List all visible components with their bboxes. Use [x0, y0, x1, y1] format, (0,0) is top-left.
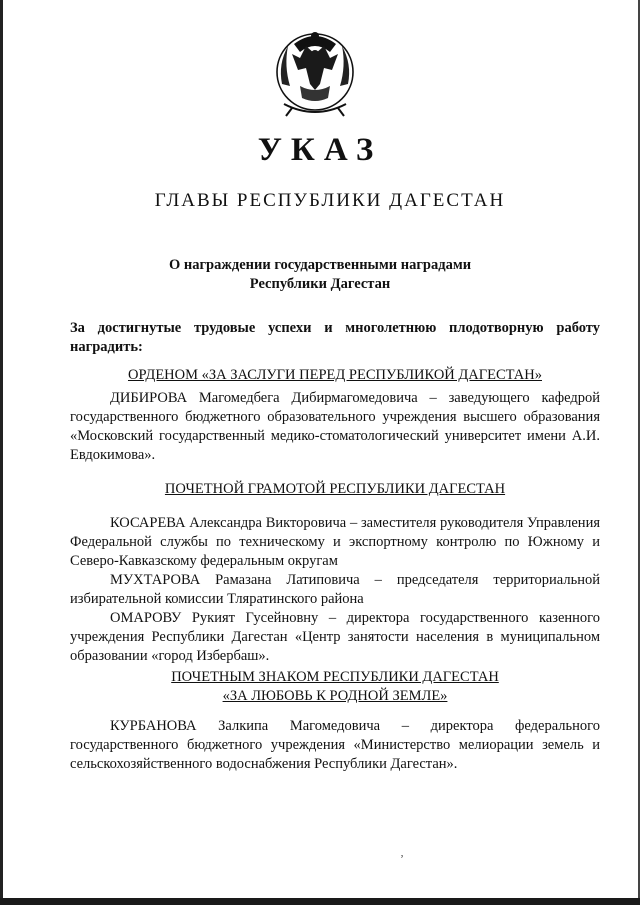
decree-subject — [0, 256, 640, 294]
award-heading-badge-line-2: «ЗА ЛЮБОВЬ К РОДНОЙ ЗЕМЛЕ» — [222, 688, 448, 704]
award-heading-badge — [70, 668, 600, 706]
recipient-paragraph: КУРБАНОВА Залкипа Магомедовича – директора федерального государственного бюджетного учреждения «Министерство мелиорации земель и сельскохозяйственного водоснабжения Республики Дагестан». — [70, 718, 600, 772]
award-recipient-list — [70, 514, 600, 666]
decree-subject-line-2: Республики Дагестан — [249, 276, 391, 292]
recipient-paragraph: МУХТАРОВА Рамазана Латиповича – председателя территориальной избирательной комиссии Тляратинского района — [70, 572, 600, 607]
intro-paragraph: За достигнутые трудовые успехи и многолетнюю плодотворную работу наградить: — [70, 320, 600, 355]
recipient-paragraph: ОМАРОВУ Рукият Гусейновну – директора государственного казенного учреждения Республики Дагестан «Центр занятости населения в муниципальном образовании «город Избербаш». — [70, 610, 600, 664]
document-subtitle: ГЛАВЫ РЕСПУБЛИКИ ДАГЕСТАН — [154, 190, 506, 211]
stray-mark: ʼ — [400, 852, 404, 866]
coat-of-arms-eagle-icon — [272, 24, 358, 124]
award-heading-order: ОРДЕНОМ «ЗА ЗАСЛУГИ ПЕРЕД РЕСПУБЛИКОЙ ДАГЕСТАН» — [127, 367, 542, 383]
recipient-paragraph: КОСАРЕВА Александра Викторовича – заместителя руководителя Управления Федеральной службы по техническому и экспортному контролю по Южному и Северо-Кавказскому федеральным округам — [70, 515, 600, 569]
scan-edge-bottom — [0, 898, 640, 905]
award-heading-badge-line-1: ПОЧЕТНЫМ ЗНАКОМ РЕСПУБЛИКИ ДАГЕСТАН — [171, 669, 499, 685]
award-recipient-list — [70, 389, 600, 465]
recipient-paragraph: ДИБИРОВА Магомедбега Дибирмагомедовича – заведующего кафедрой государственного бюджетного образовательного учреждения высшего образования «Московский государственный медико-стоматологический университет имени А.И. Евдокимова». — [70, 390, 600, 463]
award-heading-gramota: ПОЧЕТНОЙ ГРАМОТОЙ РЕСПУБЛИКИ ДАГЕСТАН — [164, 481, 506, 497]
award-recipient-list — [70, 717, 600, 774]
document-title: УКАЗ — [257, 132, 383, 168]
decree-subject-line-1: О награждении государственными наградами — [168, 257, 472, 273]
